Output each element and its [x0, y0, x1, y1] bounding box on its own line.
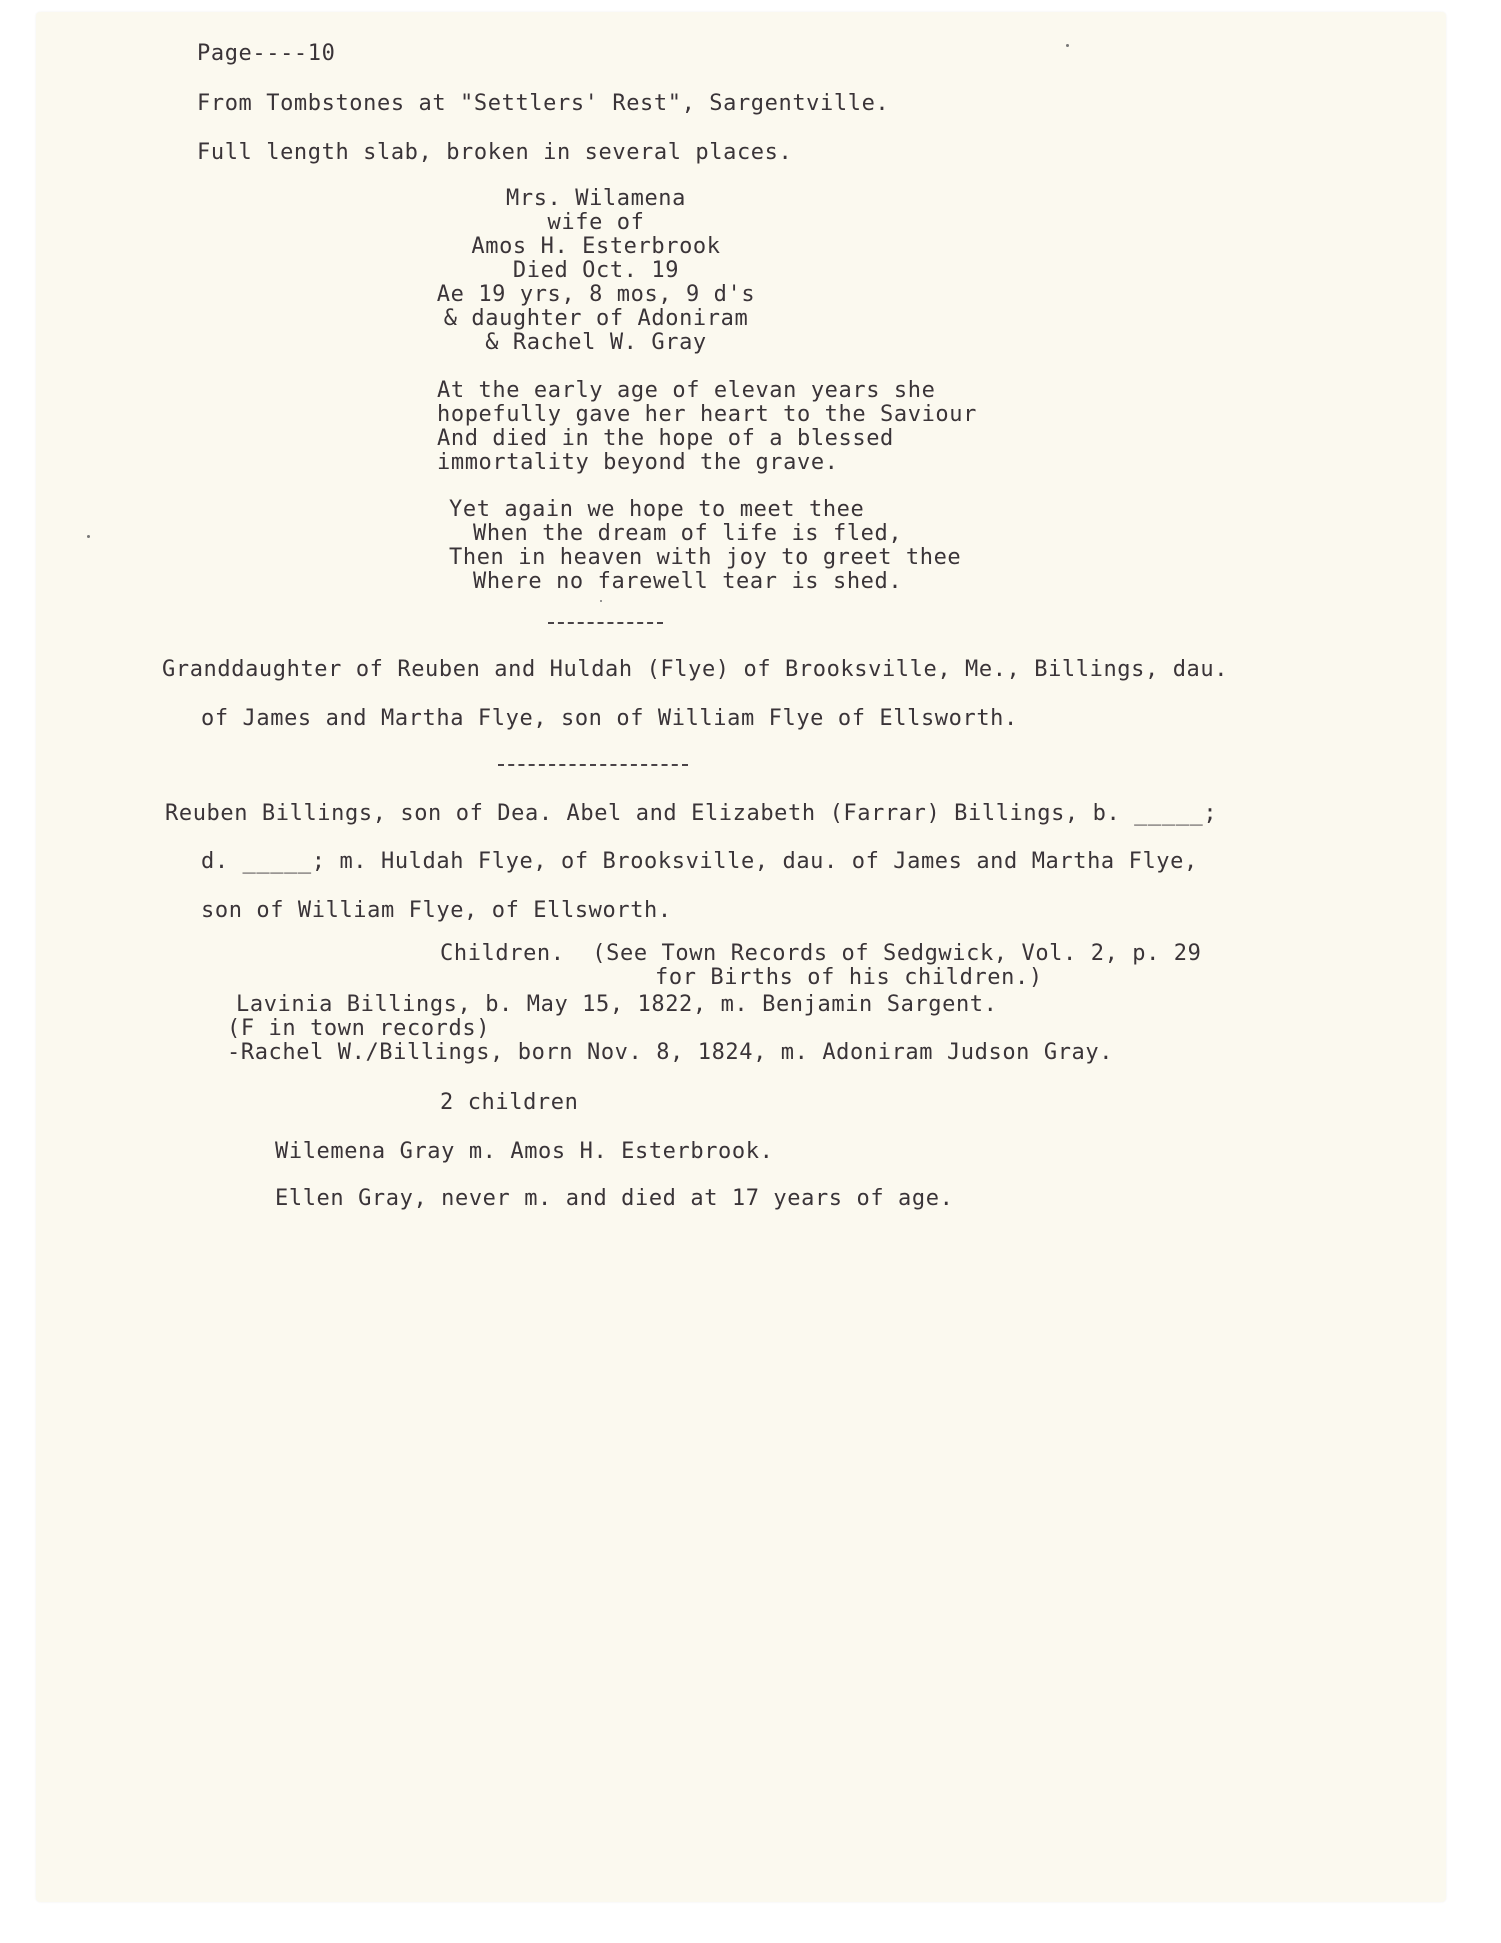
inscription-line: immortality beyond the grave.: [437, 450, 839, 475]
epitaph-line: Mrs. Wilamena: [506, 186, 686, 211]
paper-speck: [600, 600, 602, 602]
inscription-line: And died in the hope of a blessed: [437, 426, 894, 451]
verse-line: Yet again we hope to meet thee: [449, 497, 865, 522]
child-lavinia: Lavinia Billings, b. May 15, 1822, m. Benjamin Sargent.: [236, 992, 998, 1017]
reuben-line: son of William Flye, of Ellsworth.: [201, 898, 672, 923]
verse-line: Where no farewell tear is shed.: [473, 569, 903, 594]
children-header: Children. (See Town Records of Sedgwick, Vol. 2, p. 29: [440, 941, 1202, 966]
epitaph-line: wife of: [547, 210, 645, 235]
reuben-line: Reuben Billings, son of Dea. Abel and Elizabeth (Farrar) Billings, b. _____;: [165, 801, 1218, 826]
epitaph-line: Died Oct. 19: [512, 258, 680, 283]
epitaph-line: & daughter of Adoniram: [443, 306, 749, 331]
page-label: Page----10: [197, 41, 336, 66]
child-rachel: -Rachel W./Billings, born Nov. 8, 1824, m. Adoniram Judson Gray.: [227, 1040, 1114, 1065]
children-header-cont: for Births of his children.): [655, 965, 1043, 990]
inscription-line: hopefully gave her heart to the Saviour: [437, 402, 977, 427]
heading: From Tombstones at "Settlers' Rest", Sargentville.: [197, 91, 890, 116]
paper-speck: [1066, 44, 1069, 47]
verse-line: Then in heaven with joy to greet thee: [449, 545, 962, 570]
verse-line: When the dream of life is fled,: [473, 521, 903, 546]
inscription-line: At the early age of elevan years she: [437, 378, 936, 403]
epitaph-line: & Rachel W. Gray: [485, 330, 707, 355]
grandchildren-count: 2 children: [440, 1090, 579, 1115]
reuben-line: d. _____; m. Huldah Flye, of Brooksville, dau. of James and Martha Flye,: [201, 849, 1198, 874]
child-lavinia-note: (F in town records): [227, 1016, 491, 1041]
grandchild-ellen: Ellen Gray, never m. and died at 17 years of age.: [275, 1186, 954, 1211]
epitaph-line: Ae 19 yrs, 8 mos, 9 d's: [436, 282, 756, 307]
document-page: [36, 12, 1446, 1902]
paper-speck: [87, 535, 90, 538]
granddaughter-line: of James and Martha Flye, son of William Flye of Ellsworth.: [201, 706, 1018, 731]
grandchild-wilemena: Wilemena Gray m. Amos H. Esterbrook.: [275, 1139, 774, 1164]
section-divider: [498, 764, 688, 768]
section-divider: [548, 622, 663, 626]
epitaph-line: Amos H. Esterbrook: [471, 234, 721, 259]
slab-note: Full length slab, broken in several places.: [197, 140, 793, 165]
granddaughter-line: Granddaughter of Reuben and Huldah (Flye) of Brooksville, Me., Billings, dau.: [162, 657, 1229, 682]
